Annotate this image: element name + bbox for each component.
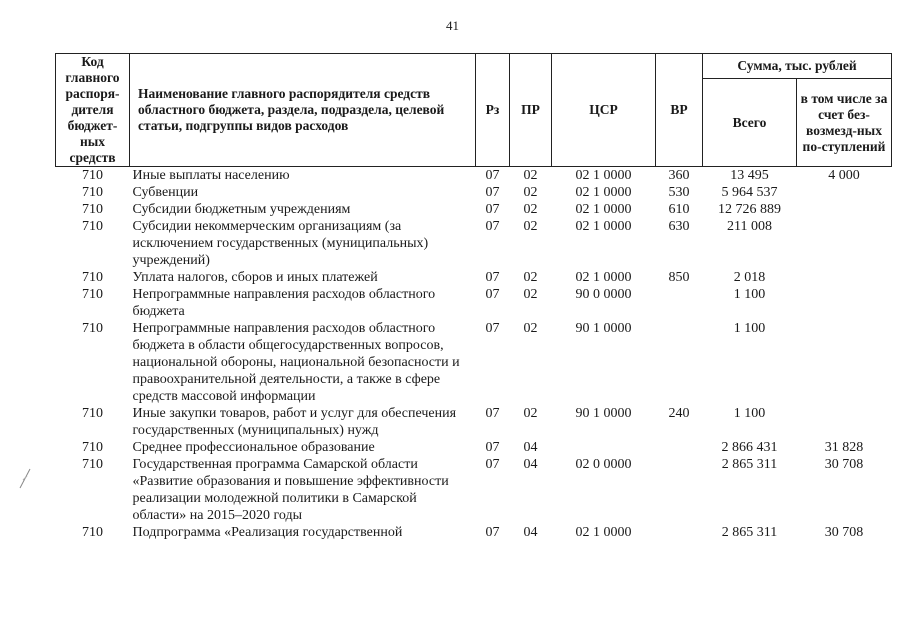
cell-vr	[656, 320, 703, 405]
cell-rz: 07	[485, 168, 500, 183]
cell-total: 1 100	[733, 321, 766, 336]
cell-code: 710	[82, 457, 103, 472]
table-row	[56, 167, 892, 185]
cell-pr: 02	[523, 287, 538, 302]
cell-incl: 30 708	[824, 457, 864, 472]
cell-rz: 07	[485, 457, 500, 472]
cell-total: 5 964 537	[721, 185, 778, 200]
table-header	[56, 54, 892, 167]
cell-pr: 02	[523, 202, 538, 217]
cell-incl	[797, 286, 892, 320]
cell-name: Иные закупки товаров, работ и услуг для обеспечения государственных (муниципальных) нужд	[132, 406, 457, 438]
cell-name: Непрограммные направления расходов областного бюджета	[132, 287, 436, 319]
cell-name: Государственная программа Самарской области «Развитие образования и повышение эффективности реализации молодежной политики в Самарской области» на 2015–2020 годы	[132, 457, 449, 523]
cell-rz: 07	[485, 185, 500, 200]
cell-code: 710	[82, 406, 103, 421]
cell-rz: 07	[485, 219, 500, 234]
cell-code: 710	[82, 440, 103, 455]
cell-vr	[656, 456, 703, 524]
cell-incl: 31 828	[824, 440, 864, 455]
cell-pr: 04	[523, 525, 538, 540]
cell-incl: 4 000	[828, 168, 860, 183]
header-sum-group: Сумма, тыс. рублей	[703, 54, 892, 79]
cell-rz: 07	[485, 406, 500, 421]
table-row	[56, 269, 892, 286]
cell-rz: 07	[485, 440, 500, 455]
cell-vr: 850	[668, 270, 690, 285]
cell-pr: 04	[523, 457, 538, 472]
scan-artifact-mark	[18, 468, 32, 490]
cell-csr: 02 1 0000	[575, 168, 632, 183]
header-csr: ЦСР	[552, 54, 656, 167]
cell-code: 710	[82, 270, 103, 285]
cell-name: Уплата налогов, сборов и иных платежей	[132, 270, 378, 285]
cell-csr: 90 0 0000	[575, 287, 632, 302]
cell-rz: 07	[485, 202, 500, 217]
cell-code: 710	[82, 525, 103, 540]
cell-csr: 02 1 0000	[575, 270, 632, 285]
cell-name: Субсидии некоммерческим организациям (за исключением государственных (муниципальных) учреждений)	[132, 219, 429, 268]
header-vr: ВР	[656, 54, 703, 167]
table-row	[56, 405, 892, 439]
cell-total: 12 726 889	[718, 202, 781, 217]
cell-code: 710	[82, 287, 103, 302]
cell-csr: 02 1 0000	[575, 185, 632, 200]
cell-csr: 02 1 0000	[575, 525, 632, 540]
header-name: Наименование главного распорядителя средств областного бюджета, раздела, подраздела, целевой статьи, подгруппы видов расходов	[130, 54, 476, 167]
cell-rz: 07	[485, 525, 500, 540]
cell-total: 2 866 431	[721, 440, 778, 455]
cell-incl	[797, 269, 892, 286]
cell-incl	[797, 218, 892, 269]
cell-csr: 02 1 0000	[575, 219, 632, 234]
cell-vr: 360	[668, 168, 690, 183]
cell-incl	[797, 405, 892, 439]
cell-total: 211 008	[727, 219, 772, 234]
cell-name: Иные выплаты населению	[132, 168, 290, 183]
cell-incl: 30 708	[824, 525, 864, 540]
cell-incl	[797, 201, 892, 218]
cell-vr	[656, 439, 703, 456]
cell-total: 1 100	[733, 406, 766, 421]
cell-pr: 02	[523, 270, 538, 285]
table-row	[56, 184, 892, 201]
cell-total: 2 865 311	[721, 457, 778, 472]
cell-code: 710	[82, 185, 103, 200]
table-row	[56, 524, 892, 541]
cell-vr	[656, 286, 703, 320]
header-total: Всего	[703, 79, 797, 167]
cell-pr: 02	[523, 168, 538, 183]
cell-vr: 630	[668, 219, 690, 234]
cell-total: 13 495	[730, 168, 769, 183]
table-row	[56, 456, 892, 524]
table-row	[56, 218, 892, 269]
cell-name: Подпрограмма «Реализация государственной	[132, 525, 403, 540]
cell-code: 710	[82, 321, 103, 336]
table-row	[56, 439, 892, 456]
cell-pr: 02	[523, 321, 538, 336]
table-body	[56, 167, 892, 542]
table-row	[56, 201, 892, 218]
cell-name: Субсидии бюджетным учреждениям	[132, 202, 351, 217]
cell-code: 710	[82, 219, 103, 234]
cell-pr: 02	[523, 406, 538, 421]
cell-vr	[656, 524, 703, 541]
header-pr: ПР	[510, 54, 552, 167]
cell-pr: 02	[523, 185, 538, 200]
cell-name: Субвенции	[132, 185, 199, 200]
cell-csr: 90 1 0000	[575, 321, 632, 336]
table-row	[56, 286, 892, 320]
cell-vr: 610	[668, 202, 690, 217]
cell-incl	[797, 320, 892, 405]
page-number: 41	[446, 18, 459, 33]
cell-total: 2 018	[733, 270, 766, 285]
cell-csr	[552, 439, 656, 456]
cell-code: 710	[82, 202, 103, 217]
table-row	[56, 320, 892, 405]
cell-vr: 240	[668, 406, 690, 421]
header-incl: в том числе за счет без-возмезд-ных по-ступлений	[797, 79, 892, 167]
header-code: Код главного распоря-дителя бюджет-ных средств	[56, 54, 130, 167]
cell-csr: 90 1 0000	[575, 406, 632, 421]
cell-total: 1 100	[733, 287, 766, 302]
cell-code: 710	[82, 168, 103, 183]
cell-rz: 07	[485, 321, 500, 336]
cell-csr: 02 0 0000	[575, 457, 632, 472]
cell-csr: 02 1 0000	[575, 202, 632, 217]
budget-table	[55, 53, 892, 541]
cell-name: Среднее профессиональное образование	[132, 440, 375, 455]
cell-pr: 04	[523, 440, 538, 455]
cell-rz: 07	[485, 270, 500, 285]
cell-incl	[797, 184, 892, 201]
cell-total: 2 865 311	[721, 525, 778, 540]
header-rz: Рз	[476, 54, 510, 167]
cell-rz: 07	[485, 287, 500, 302]
cell-vr: 530	[668, 185, 690, 200]
cell-pr: 02	[523, 219, 538, 234]
cell-name: Непрограммные направления расходов областного бюджета в области общегосударственных вопросов, национальной обороны, национальной безопасности и правоохранительной деятельности, а также в сфере средств массовой информации	[132, 321, 460, 404]
